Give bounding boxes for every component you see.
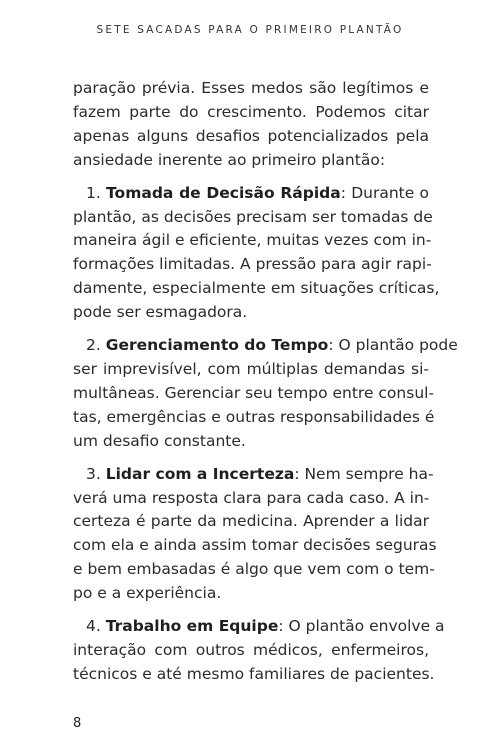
- text-line: tas, emergências e outras responsabilidades é: [73, 407, 435, 426]
- list-item-number: 2.: [86, 336, 101, 355]
- intro-paragraph: [73, 77, 429, 173]
- text-line: com ela e ainda assim tomar decisões seguras: [73, 536, 437, 555]
- text-line: interação com outros médicos, enfermeiros,: [73, 640, 429, 659]
- text-line: fazem parte do crescimento. Podemos citar: [73, 102, 429, 121]
- list-item: [73, 463, 437, 606]
- list-item-first-line: [73, 463, 434, 487]
- text-line: po e a experiência.: [73, 584, 222, 603]
- text-line: ser imprevisível, com múltiplas demandas si-: [73, 359, 429, 378]
- list-item-title: Tomada de Decisão Rápida: [106, 183, 341, 202]
- list-item-text: : O plantão pode: [328, 336, 458, 355]
- body-text: [73, 77, 458, 696]
- text-line: um desafio constante.: [73, 431, 246, 450]
- list-item-title: Gerenciamento do Tempo: [105, 336, 329, 355]
- list-item-number: 1.: [86, 183, 101, 202]
- text-line: damente, especialmente em situações críticas,: [73, 279, 440, 298]
- text-line: paração prévia. Esses medos são legítimos e: [73, 79, 429, 97]
- text-line: e bem embasadas é algo que vem com o tem-: [73, 560, 435, 579]
- text-line: pode ser esmagadora.: [73, 303, 248, 322]
- list-item-text: : Nem sempre ha-: [294, 464, 434, 483]
- page-number: 8: [73, 716, 82, 731]
- text-line: certeza é parte da medicina. Aprender a lidar: [73, 512, 429, 531]
- list-item-first-line: [73, 182, 429, 206]
- text-line: verá uma resposta clara para cada caso. A in-: [73, 488, 430, 507]
- list-item: [73, 334, 458, 454]
- text-line: multâneas. Gerenciar seu tempo entre consul-: [73, 383, 435, 402]
- list-item-first-line: [73, 334, 458, 358]
- list-item-text: : Durante o: [340, 183, 429, 202]
- text-line: plantão, as decisões precisam ser tomadas de: [73, 207, 433, 226]
- list-item-first-line: [73, 615, 445, 639]
- text-line: formações limitadas. A pressão para agir rapi-: [73, 255, 432, 274]
- list-item: [73, 615, 445, 687]
- list-item-number: 3.: [86, 464, 101, 483]
- text-line: técnicos e até mesmo familiares de pacientes.: [73, 664, 435, 683]
- text-line: maneira ágil e eficiente, muitas vezes com in-: [73, 231, 432, 250]
- text-line: apenas alguns desafios potencializados pela: [73, 126, 429, 145]
- text-line: ansiedade inerente ao primeiro plantão:: [73, 150, 386, 169]
- list-item: [73, 182, 440, 325]
- running-header: SETE SACADAS PARA O PRIMEIRO PLANTÃO: [96, 24, 404, 36]
- list-item-number: 4.: [86, 617, 101, 636]
- list-item-text: : O plantão envolve a: [278, 617, 445, 636]
- list-item-title: Trabalho em Equipe: [105, 617, 279, 636]
- list-item-title: Lidar com a Incerteza: [105, 464, 295, 483]
